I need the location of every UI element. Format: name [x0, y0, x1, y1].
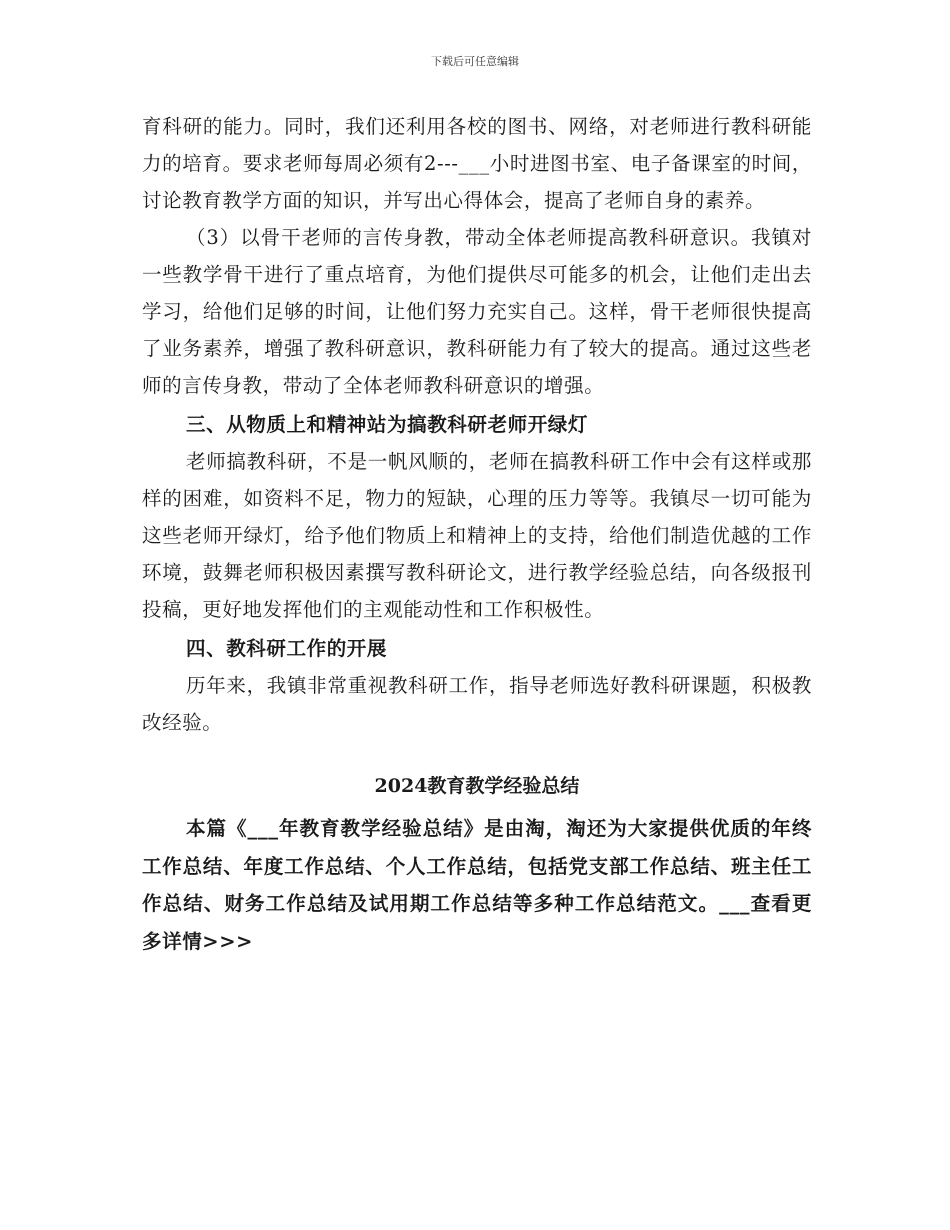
- article-title: 2024教育教学经验总结: [374, 775, 580, 797]
- paragraph-1: 育科研的能力。同时，我们还利用各校的图书、网络，对老师进行教科研能力的培育。要求老师每周必须有2---___小时进图书室、电子备课室的时间，讨论教育教学方面的知识，并写出心得体会，提高了老师自身的素养。: [142, 115, 812, 212]
- document-body: [142, 108, 812, 960]
- paragraph-4: 历年来，我镇非常重视教科研工作，指导老师选好教科研课题，积极教改经验。: [142, 674, 812, 734]
- section-heading-3: 三、从物质上和精神站为搞教科研老师开绿灯: [186, 413, 589, 436]
- section-heading-4: 四、教科研工作的开展: [186, 637, 388, 660]
- paragraph-2: （3）以骨干老师的言传身教，带动全体老师提高教科研意识。我镇对一些教学骨干进行了重点培育，为他们提供尽可能多的机会，让他们走出去学习，给他们足够的时间，让他们努力充实自己。这样，骨干老师很快提高了业务素养，增强了教科研意识，教科研能力有了较大的提高。通过这些老师的言传身教，带动了全体老师教科研意识的增强。: [142, 226, 812, 397]
- page-header: 下载后可任意编辑: [431, 55, 519, 68]
- paragraph-3: 老师搞教科研，不是一帆风顺的，老师在搞教科研工作中会有这样或那样的困难，如资料不足，物力的短缺，心理的压力等等。我镇尽一切可能为这些老师开绿灯，给予他们物质上和精神上的支持，给他们制造优越的工作环境，鼓舞老师积极因素撰写教科研论文，进行教学经验总结，向各级报刊投稿，更好地发挥他们的主观能动性和工作积极性。: [142, 450, 812, 621]
- article-intro: 本篇《___年教育教学经验总结》是由淘，淘还为大家提供优质的年终工作总结、年度工作总结、个人工作总结，包括党支部工作总结、班主任工作总结、财务工作总结及试用期工作总结等多种工作总结范文。___查看更多详情>>>: [142, 817, 812, 953]
